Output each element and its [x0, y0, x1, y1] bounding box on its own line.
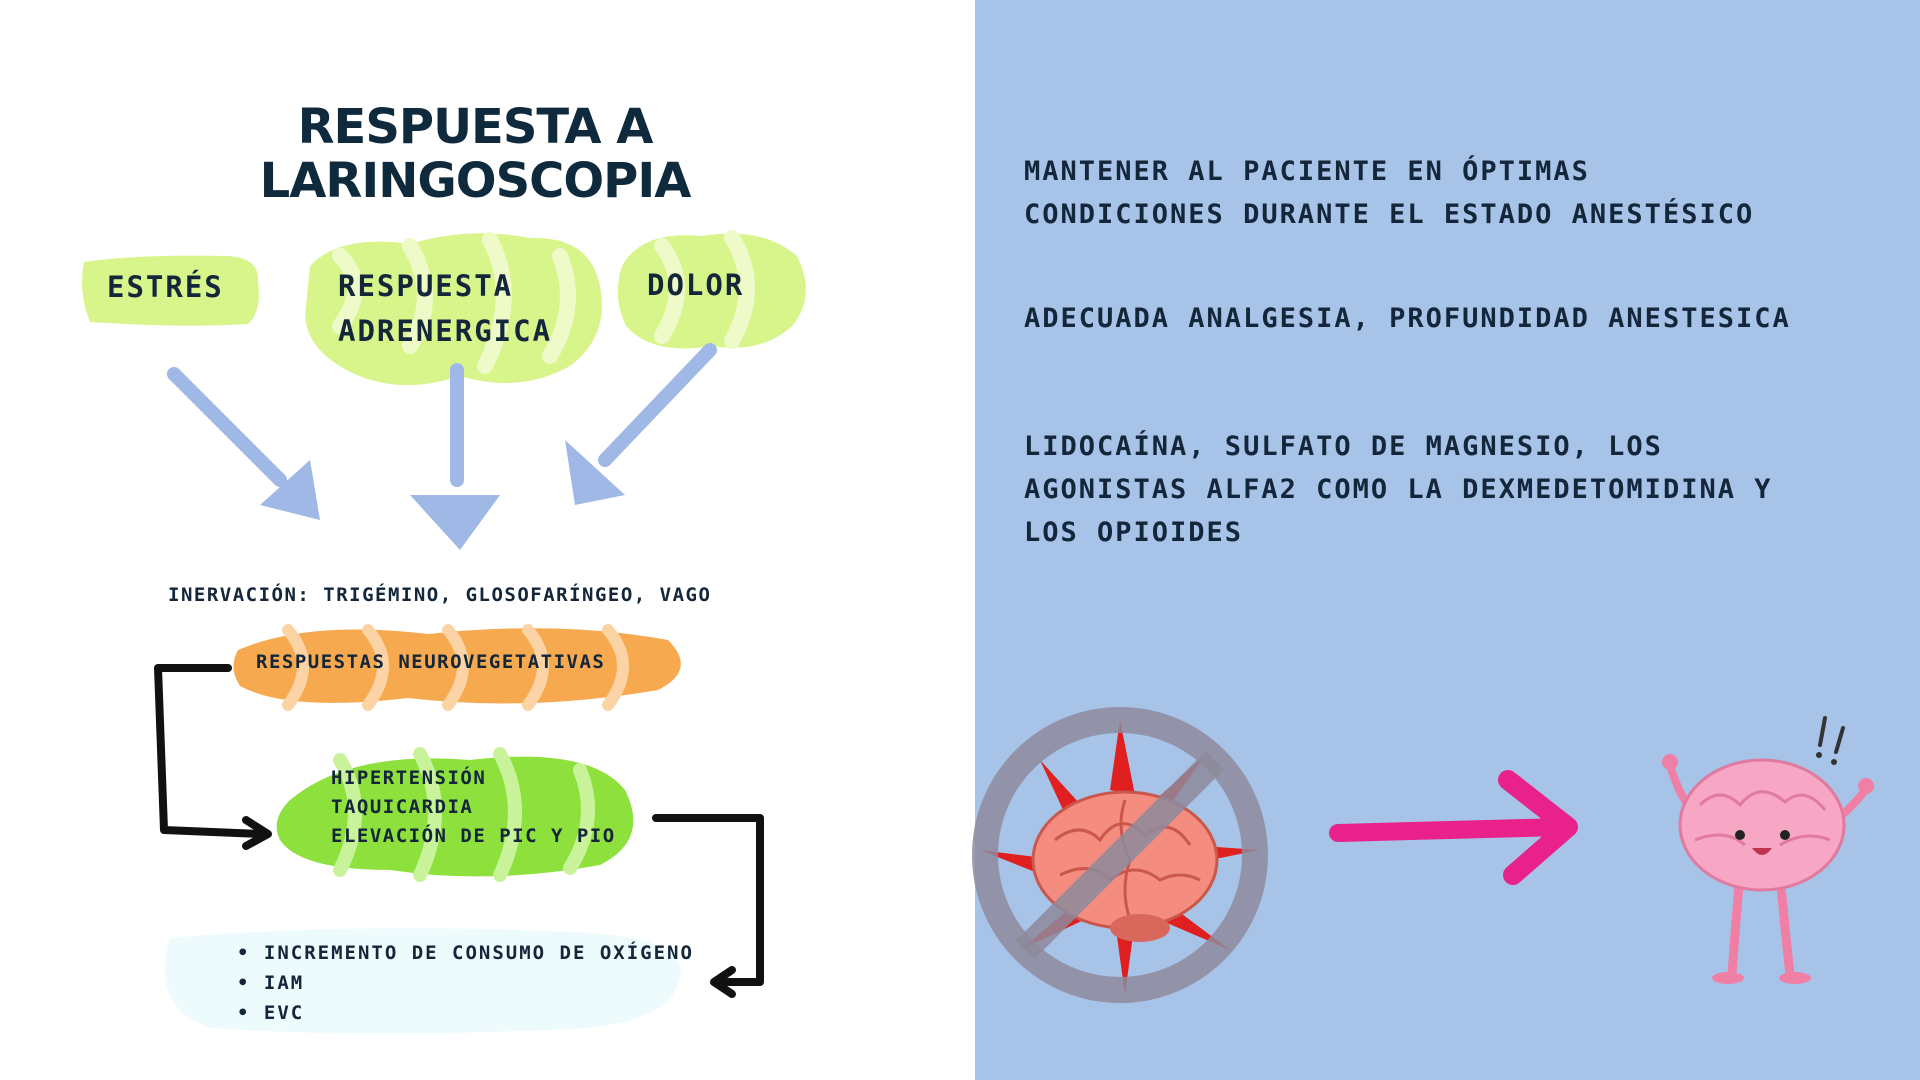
sign-elevacion-pic-pio: ELEVACIÓN DE PIC Y PIO [331, 825, 616, 847]
dolor-label: DOLOR [647, 268, 745, 302]
arrow-dolor-icon [555, 340, 735, 520]
title-line-1: RESPUESTA A [297, 99, 653, 155]
objective-line-2: CONDICIONES DURANTE EL ESTADO ANESTÉSICO [1024, 199, 1755, 230]
sign-hipertension: HIPERTENSIÓN [331, 767, 487, 789]
effect-consumo-oxigeno: • INCREMENTO DE CONSUMO DE OXÍGENO [237, 938, 694, 968]
objective-paragraph [1024, 150, 1884, 236]
drugs-paragraph [1024, 425, 1884, 554]
page-title [200, 100, 750, 208]
arrow-estres-icon [160, 360, 340, 540]
arrow-adrenergica-icon [400, 360, 510, 560]
drugs-line-1: LIDOCAÍNA, SULFATO DE MAGNESIO, LOS [1024, 431, 1663, 462]
pink-arrow-icon [1328, 770, 1588, 890]
signs-list [331, 764, 616, 851]
inervacion-label: INERVACIÓN: TRIGÉMINO, GLOSOFARÍNGEO, VAGO [168, 584, 712, 606]
drugs-line-3: LOS OPIOIDES [1024, 517, 1244, 548]
objective-line-1: MANTENER AL PACIENTE EN ÓPTIMAS [1024, 156, 1590, 187]
effect-evc: • EVC [237, 998, 694, 1028]
connector-left-arrow-icon [150, 660, 280, 860]
estres-label: ESTRÉS [107, 270, 224, 304]
respuesta-line-2: ADRENERGICA [338, 314, 553, 348]
happy-brain-icon [1640, 710, 1880, 990]
analgesia-paragraph [1024, 297, 1884, 340]
sign-taquicardia: TAQUICARDIA [331, 796, 474, 818]
effects-list [237, 938, 694, 1028]
neurovegetativas-label: RESPUESTAS NEUROVEGETATIVAS [256, 651, 606, 673]
respuesta-line-1: RESPUESTA [338, 269, 514, 303]
respuesta-adrenergica-label [338, 264, 552, 354]
prohibited-stressed-brain-icon [960, 700, 1280, 1010]
drugs-line-2: AGONISTAS ALFA2 COMO LA DEXMEDETOMIDINA Y [1024, 474, 1773, 505]
title-line-2: LARINGOSCOPIA [259, 153, 691, 209]
effect-iam: • IAM [237, 968, 694, 998]
analgesia-line: ADECUADA ANALGESIA, PROFUNDIDAD ANESTESICA [1024, 303, 1791, 334]
